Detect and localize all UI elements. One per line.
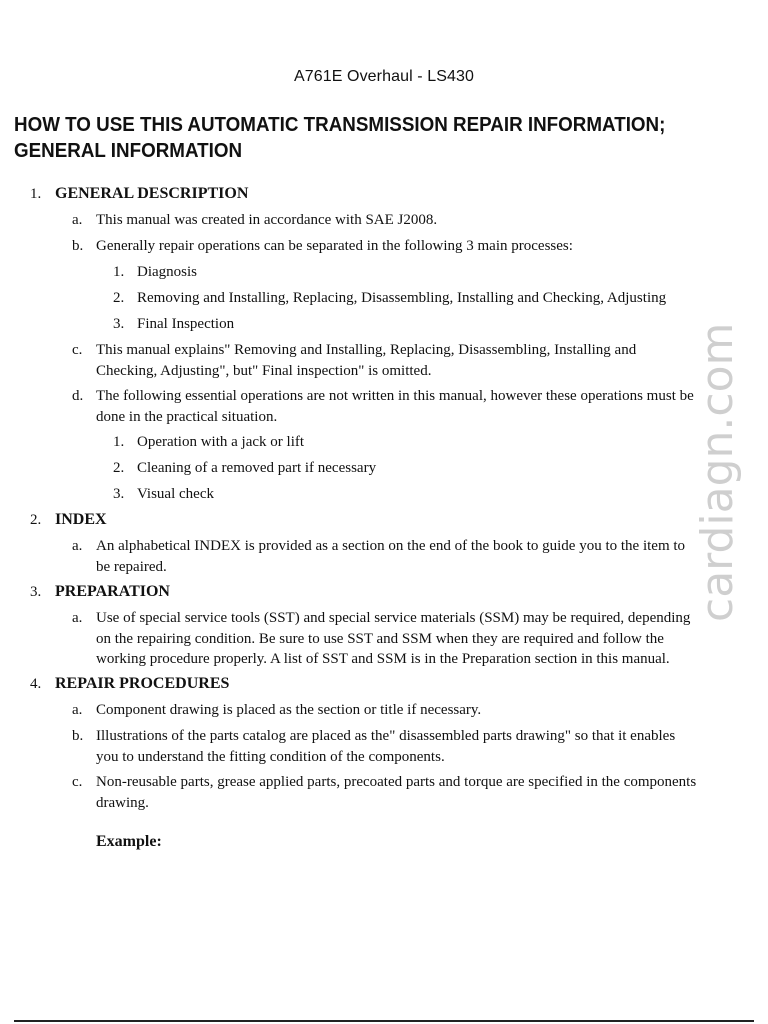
sub-item-number: 3. (113, 316, 125, 332)
item-line: working procedure properly. A list of SST and SSM is in the Preparation section in this manual. (96, 651, 670, 667)
item-line: Non-reusable parts, grease applied parts, precoated parts and torque are specified in the components (96, 774, 697, 790)
item-text (96, 700, 752, 721)
page-title (14, 112, 710, 164)
item-line: be repaired. (96, 558, 167, 575)
item-text (96, 210, 752, 231)
section-number: 4. (30, 676, 42, 692)
section-title-index: INDEX (55, 511, 107, 528)
sub-item-number: 3. (113, 486, 125, 502)
item-text (96, 772, 752, 813)
item-line: An alphabetical INDEX is provided as a section on the end of the book to guide you to the item to (96, 538, 686, 554)
item-line: you to understand the fitting condition of the components. (96, 748, 445, 765)
item-text (96, 340, 752, 381)
item-line: This manual was created in accordance with SAE J2008. (96, 212, 438, 228)
item-text (96, 236, 752, 257)
document-header: A761E Overhaul - LS430 (293, 68, 475, 85)
sub-item-text: Visual check (137, 486, 214, 502)
sub-item-text: Cleaning of a removed part if necessary (137, 460, 377, 476)
item-line: drawing. (96, 794, 149, 811)
item-marker: b. (72, 238, 84, 254)
item-line: Illustrations of the parts catalog are placed as the" disassembled parts drawing" so that it enables (96, 728, 676, 744)
item-marker: c. (72, 342, 83, 358)
item-marker: a. (72, 212, 83, 228)
item-line: Generally repair operations can be separated in the following 3 main processes: (96, 238, 573, 254)
sub-item-number: 2. (113, 460, 125, 476)
item-marker: b. (72, 728, 84, 744)
example-label: Example: (96, 833, 162, 850)
section-number: 2. (30, 512, 42, 528)
item-marker: c. (72, 774, 83, 790)
item-line: Checking, Adjusting", but" Final inspection" is omitted. (96, 362, 432, 379)
item-marker: a. (72, 610, 83, 626)
bottom-divider (14, 1020, 754, 1022)
section-title-general-description: GENERAL DESCRIPTION (55, 185, 249, 202)
item-text (96, 536, 752, 577)
section-title-repair-procedures: REPAIR PROCEDURES (55, 675, 230, 692)
sub-item-number: 1. (113, 434, 125, 450)
item-line: Component drawing is placed as the section or title if necessary. (96, 702, 482, 718)
item-line: done in the practical situation. (96, 408, 278, 425)
sub-item-number: 1. (113, 264, 125, 280)
section-number: 3. (30, 584, 42, 600)
page-title-line-2: GENERAL INFORMATION (14, 140, 243, 162)
sub-item-text: Final Inspection (137, 316, 235, 332)
item-text (96, 726, 752, 767)
sub-item-text: Removing and Installing, Replacing, Disassembling, Installing and Checking, Adjusting (137, 290, 667, 306)
sub-item-text: Operation with a jack or lift (137, 434, 305, 450)
item-marker: d. (72, 388, 84, 404)
watermark: cardiagn.com (692, 322, 743, 622)
item-marker: a. (72, 538, 83, 554)
item-line: Use of special service tools (SST) and special service materials (SSM) may be required, depending (96, 610, 691, 626)
page-title-line-1: HOW TO USE THIS AUTOMATIC TRANSMISSION REPAIR INFORMATION; (14, 114, 666, 136)
item-marker: a. (72, 702, 83, 718)
sub-item-text: Diagnosis (137, 264, 197, 280)
item-text (96, 386, 752, 427)
item-line: This manual explains" Removing and Installing, Replacing, Disassembling, Installing and (96, 342, 637, 358)
item-text (96, 608, 752, 670)
section-number: 1. (30, 186, 42, 202)
section-title-preparation: PREPARATION (55, 583, 170, 600)
item-line: The following essential operations are not written in this manual, however these operations must be (96, 388, 694, 404)
sub-item-number: 2. (113, 290, 125, 306)
item-line: on the repairing condition. Be sure to use SST and SSM when they are required and follow the (96, 630, 664, 647)
